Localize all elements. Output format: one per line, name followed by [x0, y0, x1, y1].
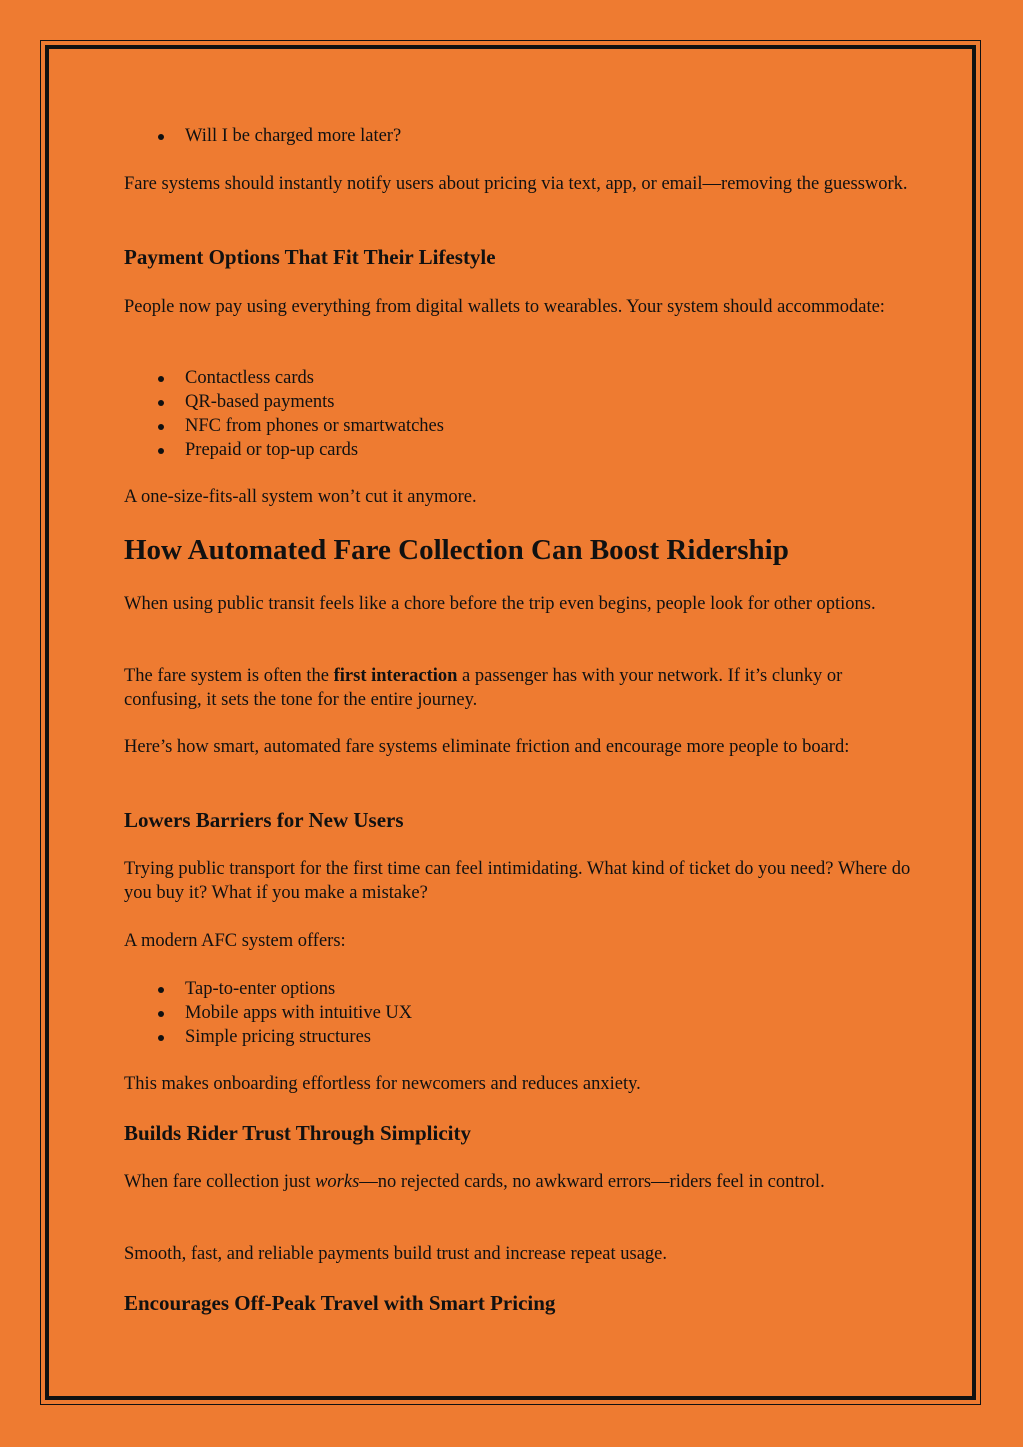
heading-payment-options: Payment Options That Fit Their Lifestyle	[124, 245, 496, 269]
paragraph-first-interaction: The fare system is often the first interaction a passenger has with your network. If it’s clunky or confusing, it sets the tone for the entire journey.	[124, 666, 843, 710]
paragraph-chore: When using public transit feels like a chore before the trip even begins, people look for other options.	[124, 594, 876, 614]
bullet-icon	[158, 1011, 164, 1017]
paragraph-afc-offers: A modern AFC system offers:	[124, 931, 346, 951]
bullet-list-afc-features	[124, 977, 914, 1049]
bullet-icon	[158, 376, 164, 382]
paragraph-intimidating: Trying public transport for the first time can feel intimidating. What kind of ticket do you need? Where do you buy it? What if you make a mistake?	[124, 859, 911, 903]
paragraph-digital-wallets: People now pay using everything from digital wallets to wearables. Your system should accommodate:	[124, 297, 885, 317]
paragraph-onboarding: This makes onboarding effortless for newcomers and reduces anxiety.	[124, 1074, 641, 1094]
list-item: Will I be charged more later?	[124, 124, 914, 148]
list-item: Simple pricing structures	[124, 1025, 914, 1049]
bullet-icon	[158, 424, 164, 430]
heading-rider-trust: Builds Rider Trust Through Simplicity	[124, 1121, 471, 1145]
paragraph-notify: Fare systems should instantly notify users about pricing via text, app, or email—removing the guesswork.	[124, 174, 908, 194]
list-item: QR-based payments	[124, 390, 914, 414]
bullet-icon	[158, 448, 164, 454]
paragraph-just-works: When fare collection just works—no rejected cards, no awkward errors—riders feel in control.	[124, 1172, 825, 1192]
list-item: NFC from phones or smartwatches	[124, 414, 914, 438]
paragraph-one-size: A one-size-fits-all system won’t cut it anymore.	[124, 487, 477, 507]
bullet-list-pricing	[124, 124, 914, 148]
list-item: Prepaid or top-up cards	[124, 438, 914, 462]
paragraph-eliminate-friction: Here’s how smart, automated fare systems eliminate friction and encourage more people to board:	[124, 737, 850, 757]
bullet-icon	[158, 987, 164, 993]
bullet-icon	[158, 134, 164, 140]
heading-off-peak: Encourages Off-Peak Travel with Smart Pricing	[124, 1291, 556, 1315]
bullet-list-payment-methods	[124, 366, 914, 462]
bullet-icon	[158, 400, 164, 406]
list-item: Mobile apps with intuitive UX	[124, 1001, 914, 1025]
emphasis-works: works	[315, 1172, 360, 1192]
paragraph-smooth-fast: Smooth, fast, and reliable payments build trust and increase repeat usage.	[124, 1244, 668, 1264]
list-item: Contactless cards	[124, 366, 914, 390]
heading-lowers-barriers: Lowers Barriers for New Users	[124, 808, 404, 832]
list-item: Tap-to-enter options	[124, 977, 914, 1001]
heading-boost-ridership: How Automated Fare Collection Can Boost Ridership	[124, 534, 789, 566]
emphasis-first-interaction: first interaction	[333, 666, 458, 686]
bullet-icon	[158, 1035, 164, 1041]
